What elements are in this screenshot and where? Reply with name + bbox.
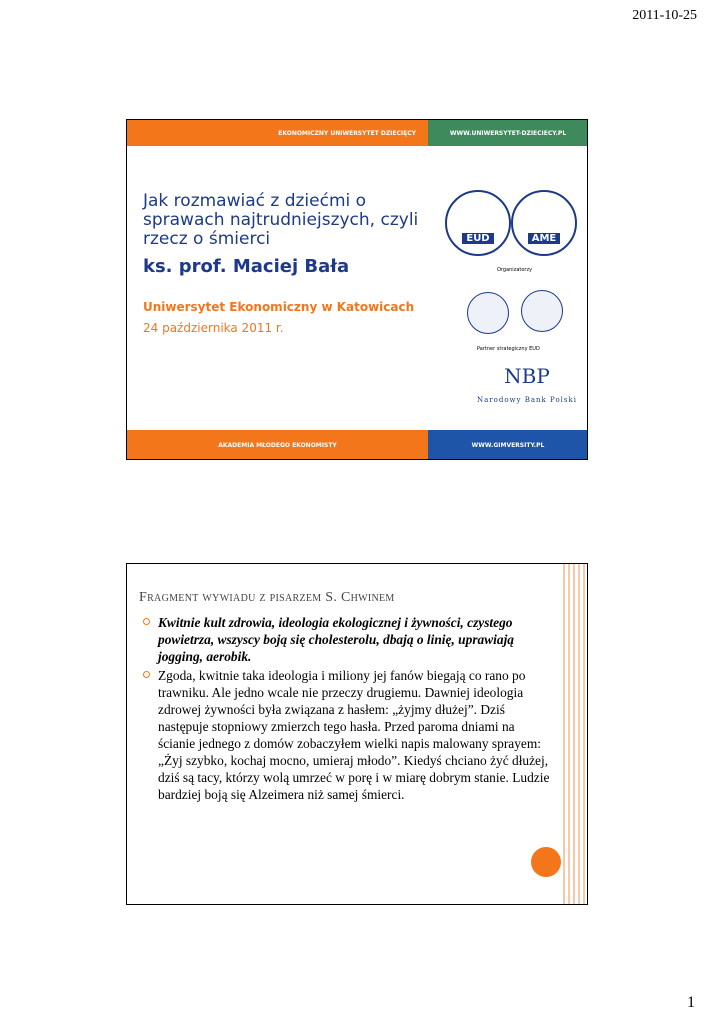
nbp-logo: NBP bbox=[504, 364, 550, 388]
slide-title: Jak rozmawiać z dziećmi o sprawach najtrudniejszych, czyli rzecz o śmierci bbox=[143, 191, 419, 249]
document-date: 2011-10-25 bbox=[632, 8, 697, 23]
list-item bbox=[143, 667, 553, 803]
slide-2-title: Fragment wywiadu z pisarzem S. Chwinem bbox=[139, 590, 395, 605]
list-item bbox=[143, 614, 553, 665]
ame-logo-badge: AME bbox=[528, 233, 561, 244]
top-left-banner: EKONOMICZNY UNIWERSYTET DZIECIĘCY bbox=[127, 120, 428, 146]
bottom-right-banner: WWW.GIMVERSITY.PL bbox=[428, 430, 588, 460]
foundation-logo bbox=[467, 292, 509, 334]
bottom-left-banner: AKADEMIA MŁODEGO EKONOMISTY bbox=[127, 430, 428, 460]
bullet-list bbox=[143, 614, 553, 805]
list-item-text: Zgoda, kwitnie taka ideologia i miliony jej fanów biegają co rano po trawniku. Ale jedno wcale nie przeczy drugiemu. Dawniej ideologia zdrowej żywności była związana z hasłem: „żyjmy dłużej”. Dziś następuje stopniowy zmierzch tego hasła. Przed paroma dniami na ścianie jednego z domów zobaczyłem wielki napis malowany sprayem: „Żyj szybko, kochaj mocno, umieraj młodo”. Kiedyś chciano żyć dłużej, dziś są tacy, którzy wolą umrzeć w porę i w miarę dobrym stanie. Ludzie bardziej boją się Alzeimera niż samej śmierci. bbox=[158, 668, 550, 802]
eud-logo-badge: EUD bbox=[462, 233, 493, 244]
decorative-stripes bbox=[563, 564, 587, 904]
list-item-text: Kwitnie kult zdrowia, ideologia ekologicznej i żywności, czystego powietrza, wszyscy boją się cholesterolu, dbają o linię, uprawiają jogging, aerobik. bbox=[158, 615, 514, 664]
bullet-circle-icon bbox=[143, 671, 150, 678]
organizers-label: Organizatorzy bbox=[497, 267, 533, 273]
page-number: 1 bbox=[687, 994, 695, 1011]
slide-2 bbox=[126, 563, 588, 905]
slide-date: 24 października 2011 r. bbox=[143, 321, 284, 335]
ame-logo bbox=[511, 190, 577, 256]
slide-1 bbox=[126, 119, 588, 460]
partner-label: Partner strategiczny EUD bbox=[477, 346, 540, 352]
top-right-banner: WWW.UNIWERSYTET-DZIECIECY.PL bbox=[428, 120, 588, 146]
university-seal-logo bbox=[521, 290, 563, 332]
decorative-orange-circle bbox=[531, 847, 561, 877]
slide-author: ks. prof. Maciej Bała bbox=[143, 256, 350, 277]
slide-university: Uniwersytet Ekonomiczny w Katowicach bbox=[143, 300, 415, 314]
bullet-circle-icon bbox=[143, 618, 150, 625]
eud-logo bbox=[445, 190, 511, 256]
nbp-name: Narodowy Bank Polski bbox=[477, 396, 577, 404]
